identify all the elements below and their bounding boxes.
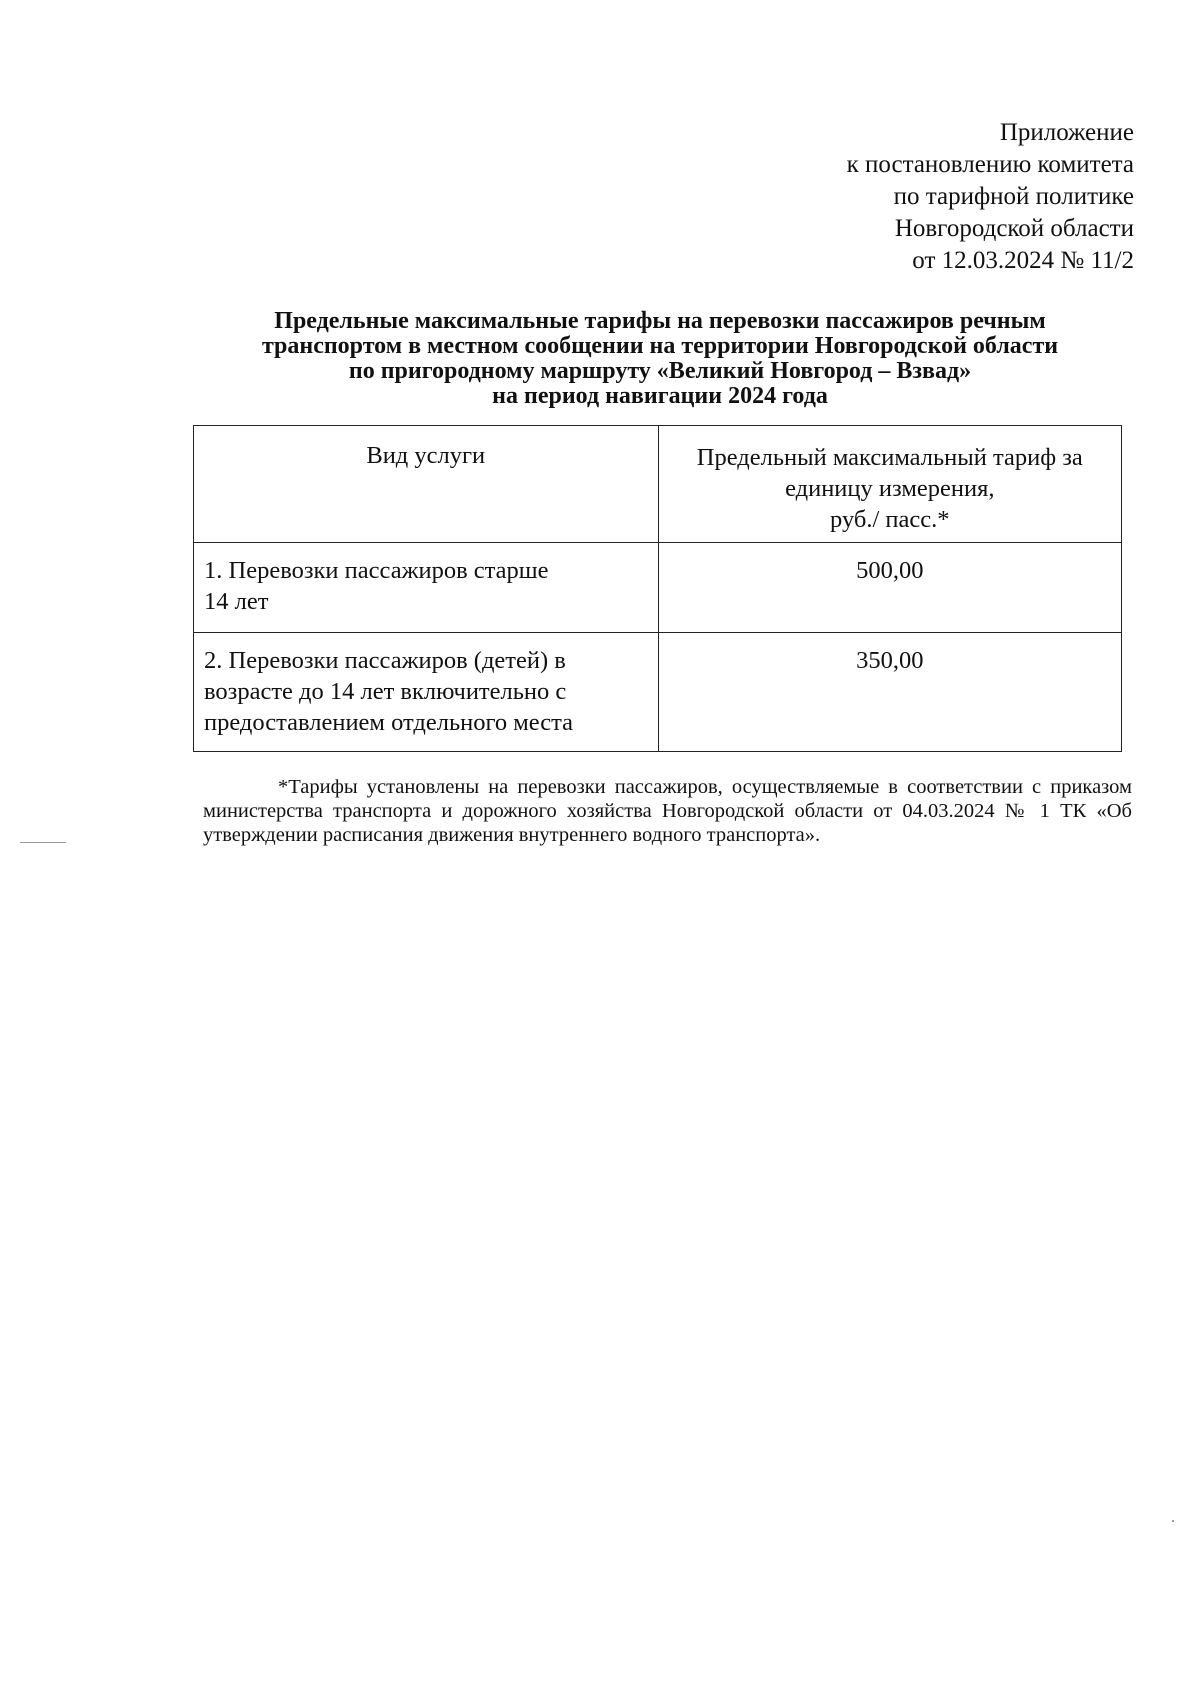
appendix-line-1: Приложение: [999, 119, 1134, 146]
appendix-header: [847, 117, 1134, 277]
table-row: [194, 543, 1122, 633]
service-text-line: 1. Перевозки пассажиров старше: [204, 557, 549, 584]
header-service: [194, 426, 659, 543]
title-line-2: транспортом в местном сообщении на территории Новгородской области: [261, 333, 1059, 359]
footnote-text: *Тарифы установлены на перевозки пассажиров, осуществляемые в соответствии с приказом министерства транспорта и дорожного хозяйства Новгородской области от 04.03.2024 № 1 ТК «Об утверждении расписания движения внутреннего водного транспорта».: [203, 776, 1132, 846]
service-cell: [194, 633, 659, 752]
scan-artifact: [20, 842, 66, 843]
tariff-value: 350,00: [856, 647, 924, 674]
table-header-row: [194, 426, 1122, 543]
header-tariff-line-2: единицу измерения,: [785, 475, 995, 502]
tariff-value: 500,00: [856, 557, 924, 584]
tariff-value-cell: [658, 543, 1121, 633]
service-text-line: 14 лет: [204, 588, 269, 615]
header-tariff-line-3: руб./ пасс.*: [830, 506, 950, 533]
service-text-line: 2. Перевозки пассажиров (детей) в: [204, 647, 566, 674]
document-title: [190, 309, 1130, 409]
table-row: [194, 633, 1122, 752]
header-service-label: Вид услуги: [366, 442, 486, 469]
tariff-table: [193, 425, 1122, 752]
appendix-line-2: к постановлению комитета: [846, 151, 1134, 178]
footnote: [203, 775, 1132, 847]
title-line-3: по пригородному маршруту «Великий Новгород – Взвад»: [348, 358, 972, 384]
header-tariff-line-1: Предельный максимальный тариф за: [696, 444, 1083, 471]
appendix-line-3: по тарифной политике: [893, 183, 1134, 210]
tariff-value-cell: [658, 633, 1121, 752]
service-cell: [194, 543, 659, 633]
scan-artifact: [1172, 1520, 1174, 1522]
service-text-line: возрасте до 14 лет включительно с: [204, 678, 567, 705]
title-line-4: на период навигации 2024 года: [492, 383, 828, 409]
appendix-line-5: от 12.03.2024 № 11/2: [912, 247, 1134, 274]
header-tariff: [658, 426, 1121, 543]
appendix-line-4: Новгородской области: [894, 215, 1134, 242]
service-text-line: предоставлением отдельного места: [204, 709, 574, 736]
title-line-1: Предельные максимальные тарифы на перевозки пассажиров речным: [274, 308, 1046, 334]
